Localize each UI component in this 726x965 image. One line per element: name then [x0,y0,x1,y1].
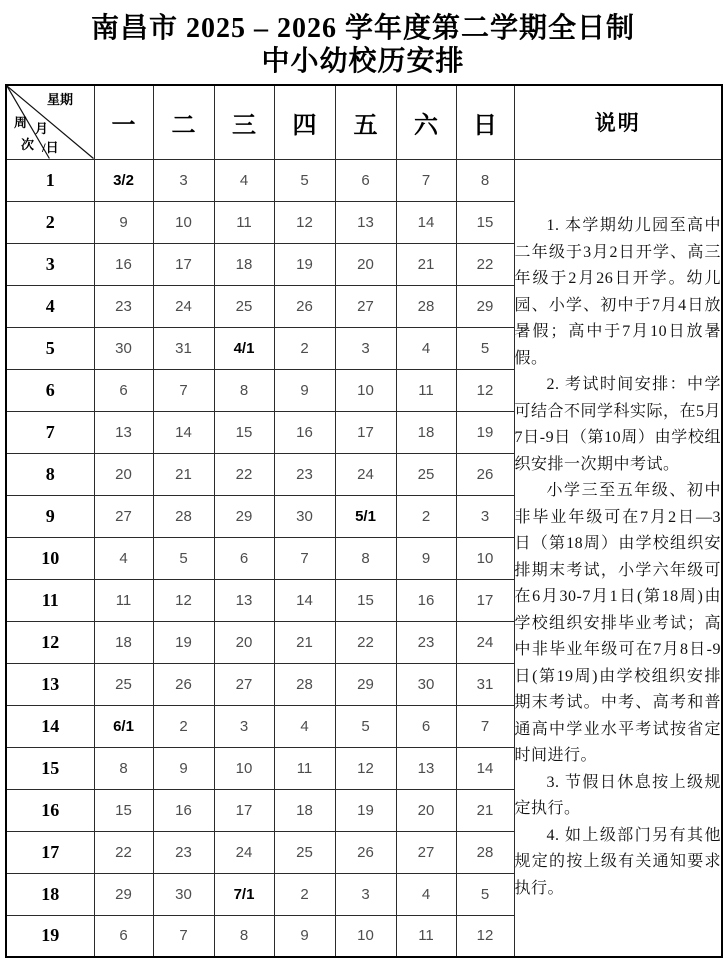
date-cell: 5 [335,705,396,747]
week-number-cell: 18 [6,873,94,915]
week-number-cell: 3 [6,243,94,285]
week-number-cell: 4 [6,285,94,327]
date-cell: 4 [396,873,456,915]
date-cell: 13 [335,201,396,243]
date-cell: 10 [153,201,214,243]
date-cell: 21 [396,243,456,285]
weekday-header-sun: 日 [456,85,514,159]
date-cell: 29 [456,285,514,327]
date-cell: 7 [456,705,514,747]
date-cell: 6 [396,705,456,747]
date-cell: 23 [94,285,153,327]
date-cell: 30 [94,327,153,369]
date-cell: 5 [153,537,214,579]
week-number-cell: 19 [6,915,94,957]
weekday-header-tue: 二 [153,85,214,159]
date-cell: 7/1 [214,873,274,915]
date-cell: 11 [214,201,274,243]
date-cell: 2 [153,705,214,747]
week-number-cell: 1 [6,159,94,201]
page-title [0,12,726,78]
date-cell: 27 [396,831,456,873]
date-cell: 21 [274,621,335,663]
date-cell: 27 [335,285,396,327]
week-number-cell: 8 [6,453,94,495]
date-cell: 23 [274,453,335,495]
date-cell: 25 [214,285,274,327]
date-cell: 29 [214,495,274,537]
date-cell: 3 [214,705,274,747]
week-number-cell: 14 [6,705,94,747]
date-cell: 30 [274,495,335,537]
weekday-header-thu: 四 [274,85,335,159]
date-cell: 8 [214,369,274,411]
date-cell: 12 [456,369,514,411]
date-cell: 20 [94,453,153,495]
week-number-cell: 9 [6,495,94,537]
date-cell: 31 [153,327,214,369]
corner-header [6,85,94,159]
weekday-header-fri: 五 [335,85,396,159]
date-cell: 25 [396,453,456,495]
date-cell: 16 [396,579,456,621]
week-number-cell: 12 [6,621,94,663]
week-number-cell: 16 [6,789,94,831]
date-cell: 3/2 [94,159,153,201]
date-cell: 8 [94,747,153,789]
date-cell: 17 [153,243,214,285]
header-row [6,85,722,159]
weekday-header-mon: 一 [94,85,153,159]
date-cell: 5/1 [335,495,396,537]
date-cell: 19 [153,621,214,663]
date-cell: 7 [153,369,214,411]
date-cell: 12 [274,201,335,243]
date-cell: 13 [396,747,456,789]
notes-paragraph: 小学三至五年级、初中非毕业年级可在7月2日—3日（第18周）由学校组织安排期末考试，小学六年级可在6月30-7月1日(第18周)由学校组织安排毕业考试；高中非毕业年级可在7月8日-9日(第19周)由学校组织安排期末考试。中考、高考和普通高中学业水平考试按省定时间进行。 [514,482,721,765]
notes-header: 说明 [514,85,722,159]
date-cell: 28 [274,663,335,705]
date-cell: 5 [456,327,514,369]
date-cell: 4/1 [214,327,274,369]
date-cell: 19 [335,789,396,831]
date-cell: 31 [456,663,514,705]
week-number-cell: 5 [6,327,94,369]
date-cell: 3 [456,495,514,537]
date-cell: 12 [456,915,514,957]
date-cell: 18 [94,621,153,663]
date-cell: 4 [94,537,153,579]
calendar-body [6,159,722,957]
date-cell: 9 [153,747,214,789]
date-cell: 11 [274,747,335,789]
date-cell: 22 [94,831,153,873]
date-cell: 10 [456,537,514,579]
date-cell: 15 [94,789,153,831]
date-cell: 20 [335,243,396,285]
date-cell: 27 [214,663,274,705]
date-cell: 8 [214,915,274,957]
date-cell: 14 [274,579,335,621]
week-number-cell: 13 [6,663,94,705]
date-cell: 10 [335,369,396,411]
date-cell: 25 [274,831,335,873]
date-cell: 9 [396,537,456,579]
corner-label-day: /日 [42,140,59,155]
date-cell: 6/1 [94,705,153,747]
date-cell: 23 [153,831,214,873]
date-cell: 20 [214,621,274,663]
date-cell: 27 [94,495,153,537]
date-cell: 9 [94,201,153,243]
date-cell: 14 [153,411,214,453]
date-cell: 4 [274,705,335,747]
date-cell: 20 [396,789,456,831]
date-cell: 13 [214,579,274,621]
weekday-header-sat: 六 [396,85,456,159]
page-title-line1: 南昌市 2025 – 2026 学年度第二学期全日制 [90,13,635,44]
date-cell: 18 [214,243,274,285]
date-cell: 2 [274,327,335,369]
date-cell: 14 [456,747,514,789]
date-cell: 14 [396,201,456,243]
date-cell: 4 [396,327,456,369]
calendar-table [5,84,723,958]
date-cell: 5 [274,159,335,201]
date-cell: 11 [396,915,456,957]
date-cell: 6 [214,537,274,579]
date-cell: 29 [335,663,396,705]
date-cell: 13 [94,411,153,453]
date-cell: 9 [274,915,335,957]
notes-paragraph: 4. 如上级部门另有其他规定的按上级有关通知要求执行。 [514,826,721,897]
date-cell: 10 [335,915,396,957]
date-cell: 17 [456,579,514,621]
date-cell: 2 [274,873,335,915]
date-cell: 7 [153,915,214,957]
date-cell: 26 [153,663,214,705]
date-cell: 11 [94,579,153,621]
date-cell: 12 [335,747,396,789]
date-cell: 6 [335,159,396,201]
date-cell: 22 [214,453,274,495]
date-cell: 24 [456,621,514,663]
date-cell: 16 [153,789,214,831]
date-cell: 17 [214,789,274,831]
date-cell: 19 [274,243,335,285]
date-cell: 11 [396,369,456,411]
week-number-cell: 7 [6,411,94,453]
date-cell: 28 [396,285,456,327]
date-cell: 5 [456,873,514,915]
week-number-cell: 6 [6,369,94,411]
date-cell: 7 [396,159,456,201]
date-cell: 16 [274,411,335,453]
corner-label-week-1: 周 [14,115,28,130]
date-cell: 8 [335,537,396,579]
date-cell: 15 [456,201,514,243]
date-cell: 23 [396,621,456,663]
date-cell: 7 [274,537,335,579]
date-cell: 3 [335,327,396,369]
date-cell: 10 [214,747,274,789]
week-number-cell: 10 [6,537,94,579]
date-cell: 6 [94,369,153,411]
date-cell: 3 [153,159,214,201]
date-cell: 3 [335,873,396,915]
date-cell: 2 [396,495,456,537]
date-cell: 28 [456,831,514,873]
date-cell: 25 [94,663,153,705]
week-number-cell: 2 [6,201,94,243]
corner-label-month: 月 [35,121,49,136]
page-title-line2: 中小幼校历安排 [261,46,465,77]
corner-label-week-2: 次 [21,137,35,152]
corner-label-weekday: 星期 [47,92,74,107]
date-cell: 30 [396,663,456,705]
date-cell: 9 [274,369,335,411]
date-cell: 24 [214,831,274,873]
date-cell: 22 [456,243,514,285]
notes-paragraph: 1. 本学期幼儿园至高中二年级于3月2日开学、高三年级于2月26日开学。幼儿园、小学、初中于7月4日放暑假；高中于7月10日放暑假。 [514,217,721,367]
date-cell: 24 [335,453,396,495]
date-cell: 30 [153,873,214,915]
date-cell: 16 [94,243,153,285]
date-cell: 28 [153,495,214,537]
date-cell: 17 [335,411,396,453]
date-cell: 15 [214,411,274,453]
week-number-cell: 11 [6,579,94,621]
week-row [6,159,722,201]
date-cell: 26 [274,285,335,327]
date-cell: 19 [456,411,514,453]
date-cell: 22 [335,621,396,663]
date-cell: 18 [396,411,456,453]
week-number-cell: 17 [6,831,94,873]
notes-paragraph: 2. 考试时间安排：中学可结合不同学科实际，在5月7日-9日（第10周）由学校组织安排一次期中考试。 [514,376,722,473]
date-cell: 21 [153,453,214,495]
date-cell: 8 [456,159,514,201]
date-cell: 21 [456,789,514,831]
date-cell: 12 [153,579,214,621]
date-cell: 24 [153,285,214,327]
date-cell: 4 [214,159,274,201]
notes-cell [514,159,722,957]
date-cell: 15 [335,579,396,621]
notes-paragraph: 3. 节假日休息按上级规定执行。 [514,773,721,818]
date-cell: 26 [456,453,514,495]
week-number-cell: 15 [6,747,94,789]
date-cell: 6 [94,915,153,957]
date-cell: 29 [94,873,153,915]
date-cell: 18 [274,789,335,831]
date-cell: 26 [335,831,396,873]
weekday-header-wed: 三 [214,85,274,159]
